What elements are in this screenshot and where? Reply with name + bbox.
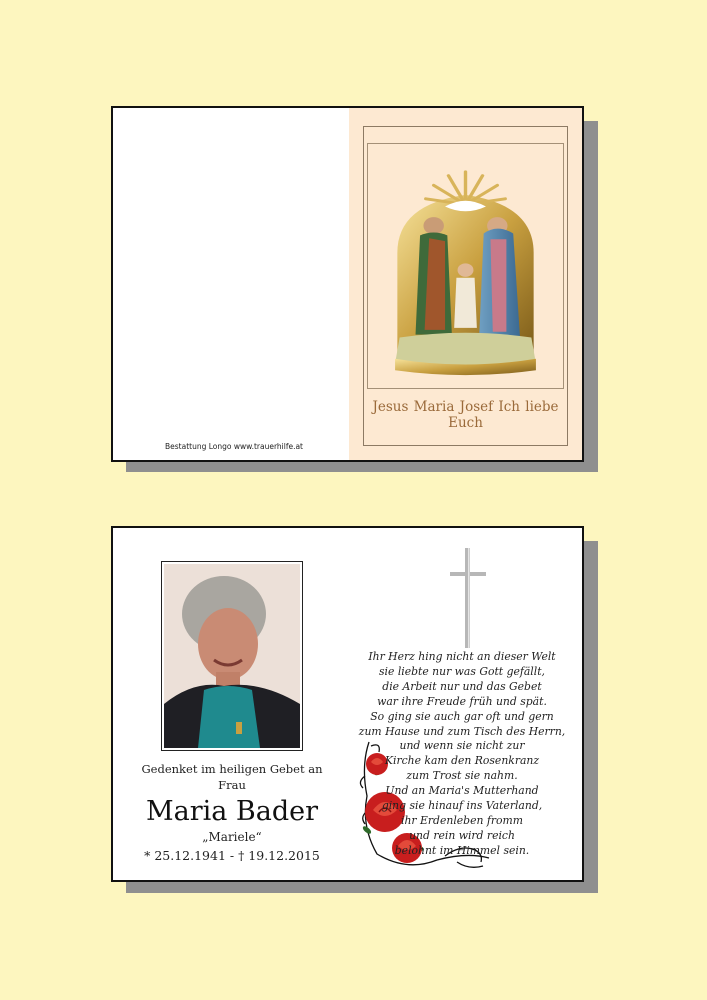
poem-line: zum Hause und zum Tisch des Herrn,: [358, 724, 566, 738]
poem-line: zum Trost sie nahm.: [406, 769, 518, 783]
front-cover-page: [349, 108, 582, 460]
poem-line: belohnt im Himmel sein.: [394, 843, 530, 857]
poem-line: ging sie hinauf ins Vaterland,: [381, 799, 543, 813]
cover-frame: [363, 126, 568, 446]
cross-icon: [447, 546, 489, 650]
poem-line: sie liebte nur was Gott gefällt,: [379, 664, 545, 678]
poem-line: Ihr Herz hing nicht an dieser Welt: [368, 650, 556, 663]
poem-line: ihr Erdenleben fromm: [401, 813, 523, 827]
portrait-photo: [164, 564, 300, 748]
life-dates: * 25.12.1941 - † 19.12.2015: [144, 848, 320, 863]
dedication-line: Gedenket im heiligen Gebet an: [141, 762, 323, 776]
picture-frame: [367, 143, 564, 389]
poem-line: So ging sie auch gar oft und gern: [370, 709, 554, 723]
portrait-frame: [161, 561, 303, 751]
poem-line: die Arbeit nur und das Gebet: [382, 679, 542, 693]
poem-line: war ihre Freude früh und spät.: [377, 694, 547, 708]
inside-card: [111, 526, 584, 882]
poem-line: und wenn sie nicht zur: [399, 739, 525, 753]
funeral-home-credit: Bestattung Longo www.trauerhilfe.at: [165, 442, 303, 451]
front-back-page: [113, 108, 349, 460]
dedication-title: Frau: [218, 778, 246, 792]
cover-caption: Jesus Maria Josef Ich liebe Euch: [372, 399, 559, 431]
memorial-poem: [347, 650, 577, 859]
deceased-nickname: „Mariele“: [202, 830, 262, 844]
poem-line: Kirche kam den Rosenkranz: [384, 754, 540, 768]
holy-family-statue-image: [386, 166, 545, 378]
deceased-name: Maria Bader: [145, 796, 319, 827]
poem-line: Und an Maria's Mutterhand: [385, 784, 539, 798]
poem-line: und rein wird reich: [409, 828, 515, 842]
front-card: [111, 106, 584, 462]
